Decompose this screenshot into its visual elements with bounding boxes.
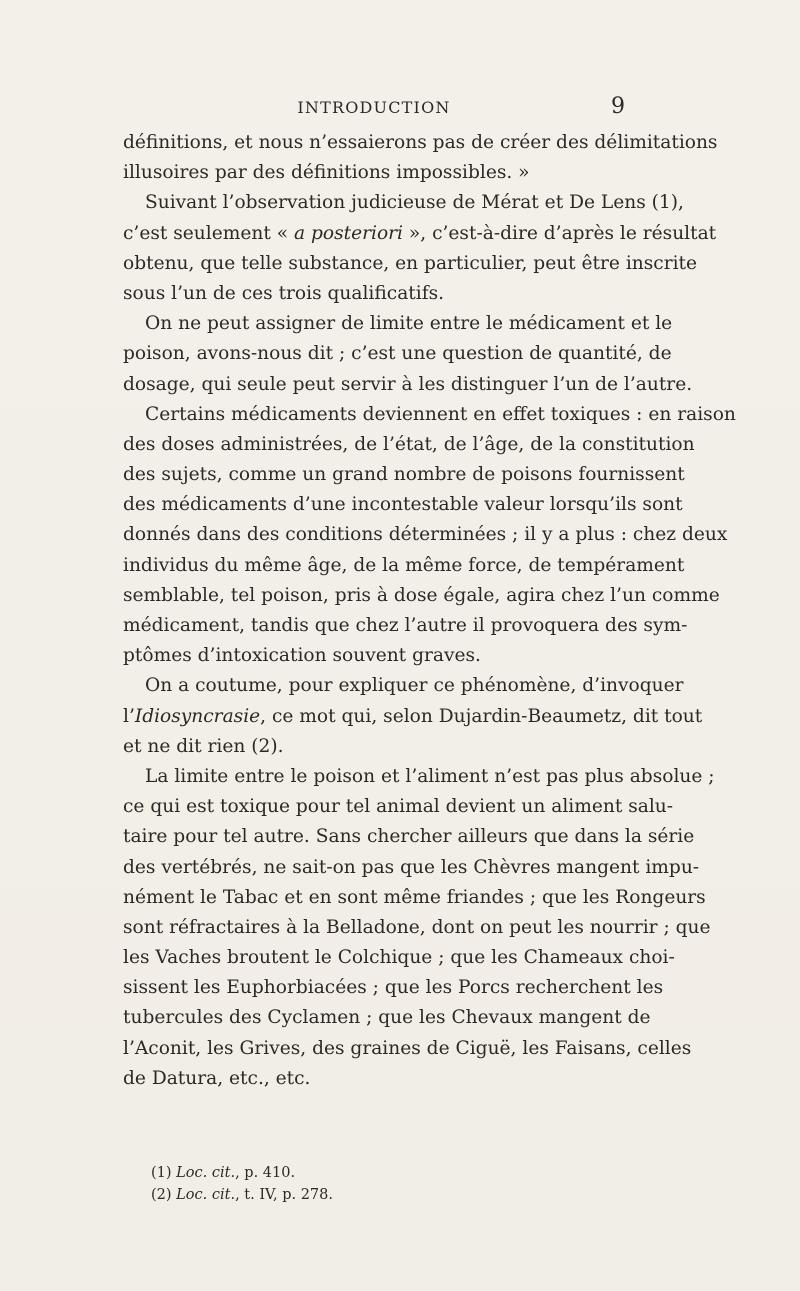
italic-phrase: a posteriori (294, 222, 403, 244)
text-line: On a coutume, pour expliquer ce phénomène, d’invoquer (145, 675, 684, 697)
footnotes (151, 1162, 551, 1206)
text-line: poison, avons-nous dit ; c’est une question de quantité, de (123, 343, 672, 365)
text-line: dosage, qui seule peut servir à les distinguer l’un de l’autre. (123, 373, 693, 395)
text-line: sous l’un de ces trois qualificatifs. (123, 282, 445, 304)
page-header (123, 96, 625, 120)
text-line: de Datura, etc., etc. (123, 1067, 311, 1089)
text-line: semblable, tel poison, pris à dose égale, agira chez l’un comme (123, 584, 720, 606)
text-line: des sujets, comme un grand nombre de poisons fournissent (123, 464, 685, 486)
text-line: médicament, tandis que chez l’autre il provoquera des sym- (123, 615, 688, 636)
running-title: INTRODUCTION (297, 98, 451, 117)
italic-citation: Loc. cit. (176, 1165, 236, 1181)
text-line: l’Aconit, les Grives, des graines de Ciguë, les Faisans, celles (123, 1037, 692, 1059)
text-line: La limite entre le poison et l’aliment n’est pas plus absolue ; (145, 765, 715, 787)
text-line: illusoires par des définitions impossibles. » (123, 162, 530, 184)
text-line: On ne peut assigner de limite entre le médicament et le (145, 313, 673, 335)
text-line: l’Idiosyncrasie, ce mot qui, selon Dujardin-Beaumetz, dit tout (123, 705, 703, 727)
text-line: définitions, et nous n’essaierons pas de créer des délimitations (123, 132, 718, 153)
italic-citation: Loc. cit. (176, 1187, 236, 1203)
text-line: et ne dit rien (2). (123, 735, 284, 757)
text-line: les Vaches broutent le Colchique ; que les Chameaux choi- (123, 947, 675, 969)
text-line: ptômes d’intoxication souvent graves. (123, 645, 481, 667)
text-line: donnés dans des conditions déterminées ; il y a plus : chez deux (123, 524, 728, 546)
text-line: des vertébrés, ne sait-on pas que les Chèvres mangent impu- (123, 856, 700, 878)
italic-word: Idiosyncrasie (134, 705, 261, 727)
text-line: des doses administrées, de l’état, de l’âge, de la constitution (123, 433, 695, 455)
body-text (123, 128, 736, 1094)
text-line: sissent les Euphorbiacées ; que les Porcs recherchent les (123, 977, 664, 999)
text-line: tubercules des Cyclamen ; que les Chevaux mangent de (123, 1007, 651, 1029)
text-line: taire pour tel autre. Sans chercher ailleurs que dans la série (123, 826, 695, 848)
text-line: Suivant l’observation judicieuse de Mérat et De Lens (1), (145, 192, 684, 214)
text-line: sont réfractaires à la Belladone, dont on peut les nourrir ; que (123, 916, 711, 938)
text-line: Certains médicaments deviennent en effet toxiques : en raison (145, 403, 736, 425)
text-line: c’est seulement « a posteriori », c’est-à-dire d’après le résultat (123, 222, 717, 244)
text-line: obtenu, que telle substance, en particulier, peut être inscrite (123, 252, 698, 274)
footnote: (2) Loc. cit., t. IV, p. 278. (151, 1187, 333, 1203)
text-line: des médicaments d’une incontestable valeur lorsqu’ils sont (123, 494, 683, 516)
text-line: nément le Tabac et en sont même friandes ; que les Rongeurs (123, 886, 706, 908)
footnote: (1) Loc. cit., p. 410. (151, 1165, 296, 1181)
page-number: 9 (611, 94, 625, 119)
text-line: individus du même âge, de la même force, de tempérament (123, 554, 685, 576)
text-line: ce qui est toxique pour tel animal devient un aliment salu- (123, 796, 674, 818)
